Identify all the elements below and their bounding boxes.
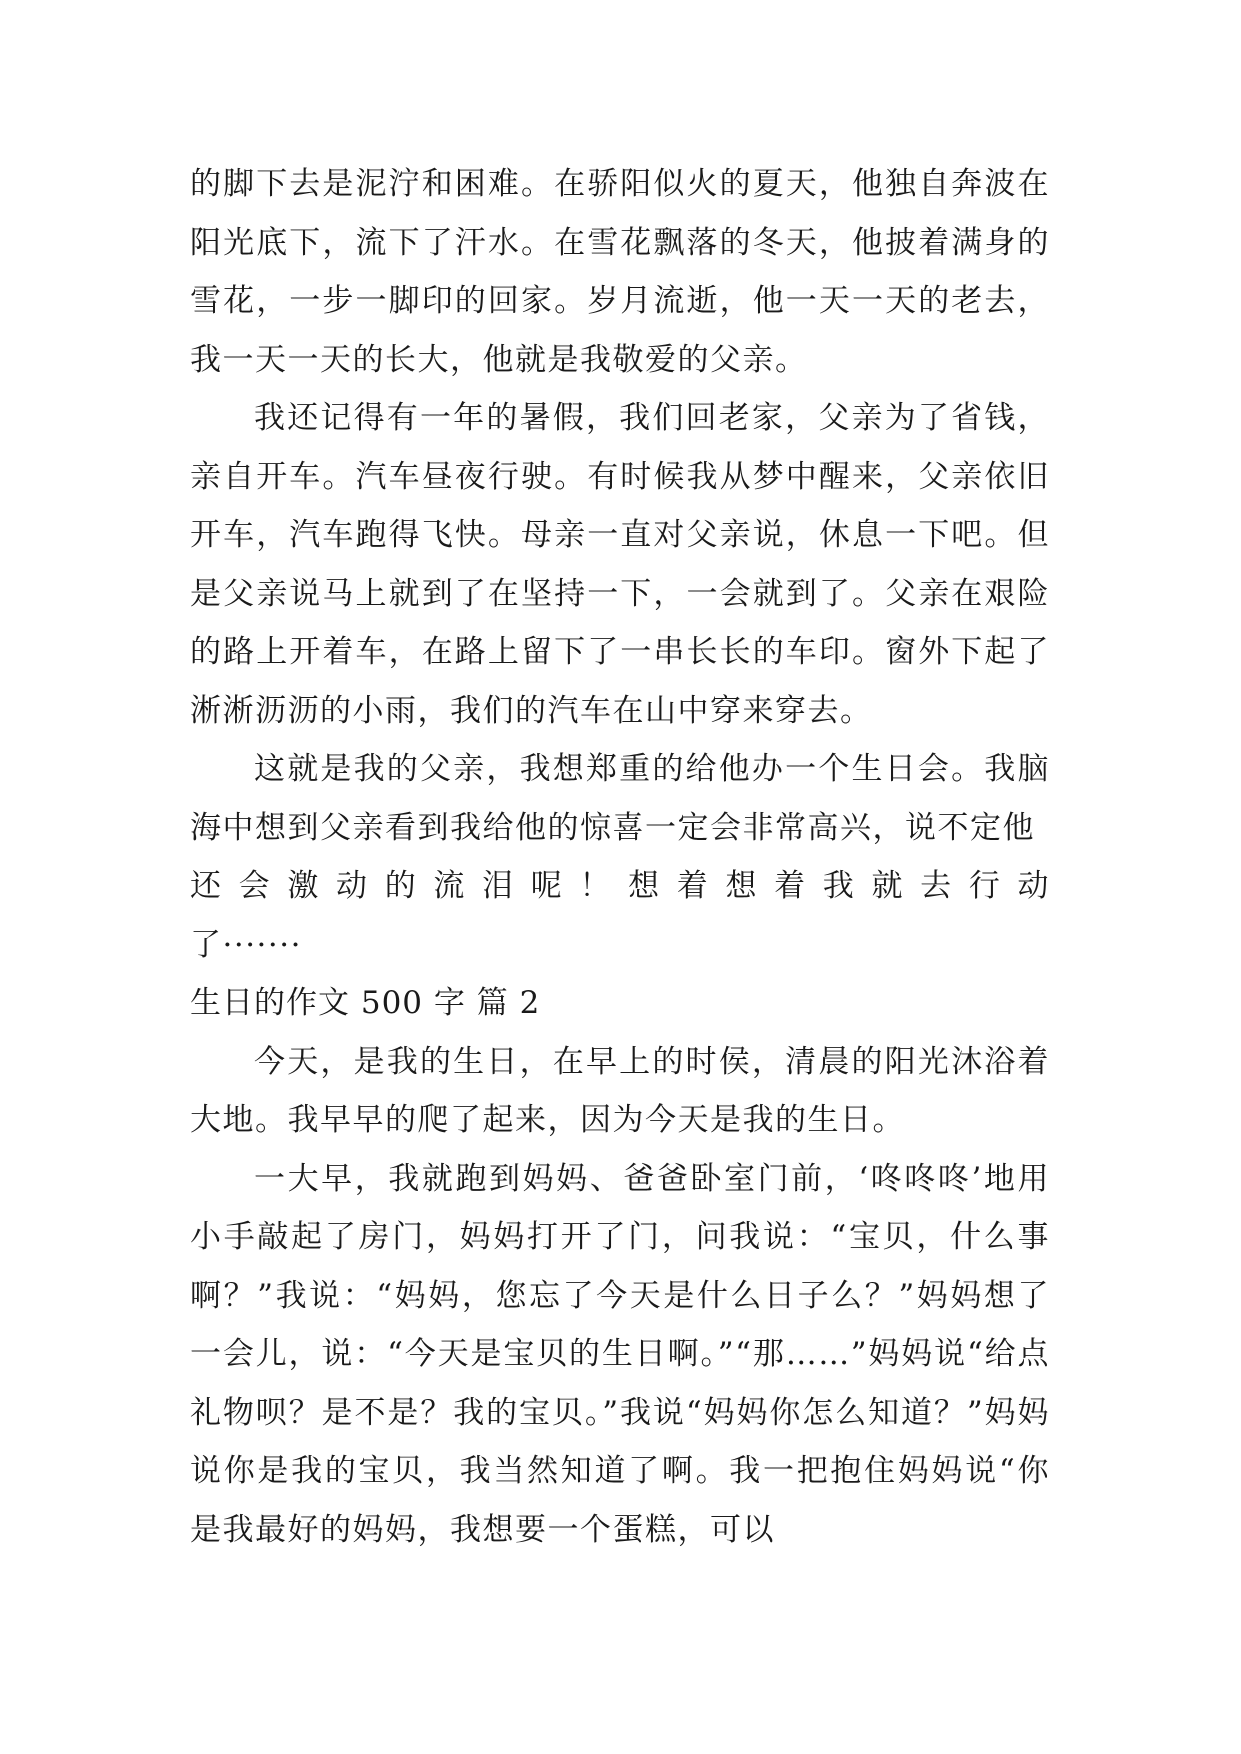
paragraph-4: 今天，是我的生日，在早上的时侯，清晨的阳光沐浴着大地。我早早的爬了起来，因为今天是我的生日。 bbox=[190, 1043, 1050, 1138]
section-heading: 生日的作文 500 字 篇 2 bbox=[190, 985, 541, 1021]
document-body bbox=[190, 155, 1050, 1559]
paragraph-1: 的脚下去是泥泞和困难。在骄阳似火的夏天，他独自奔波在阳光底下，流下了汗水。在雪花飘落的冬天，他披着满身的雪花，一步一脚印的回家。岁月流逝，他一天一天的老去，我一天一天的长大，他就是我敬爱的父亲。 bbox=[190, 166, 1050, 378]
paragraph-2: 我还记得有一年的暑假，我们回老家，父亲为了省钱，亲自开车。汽车昼夜行驶。有时候我从梦中醒来，父亲依旧开车，汽车跑得飞快。母亲一直对父亲说，休息一下吧。但是父亲说马上就到了在坚持一下，一会就到了。父亲在艰险的路上开着车，在路上留下了一串长长的车印。窗外下起了淅淅沥沥的小雨，我们的汽车在山中穿来穿去。 bbox=[190, 400, 1050, 729]
paragraph-3-end: 了······· bbox=[190, 926, 302, 963]
paragraph-5: 一大早，我就跑到妈妈、爸爸卧室门前，‘咚咚咚’地用小手敲起了房门，妈妈打开了门，问我说：“宝贝，什么事啊？”我说：“妈妈，您忘了今天是什么日子么？”妈妈想了一会儿，说：“今天是宝贝的生日啊。”“那……”妈妈说“给点礼物呗？是不是？我的宝贝。”我说“妈妈你怎么知道？”妈妈说你是我的宝贝，我当然知道了啊。我一把抱住妈妈说“你是我最好的妈妈，我想要一个蛋糕，可以 bbox=[190, 1160, 1050, 1548]
paragraph-3-line-spread: 还会激动的流泪呢！想着想着我就去行动 bbox=[190, 868, 1050, 904]
paragraph-3: 这就是我的父亲，我想郑重的给他办一个生日会。我脑海中想到父亲看到我给他的惊喜一定会非常高兴，说不定他 bbox=[190, 751, 1050, 846]
